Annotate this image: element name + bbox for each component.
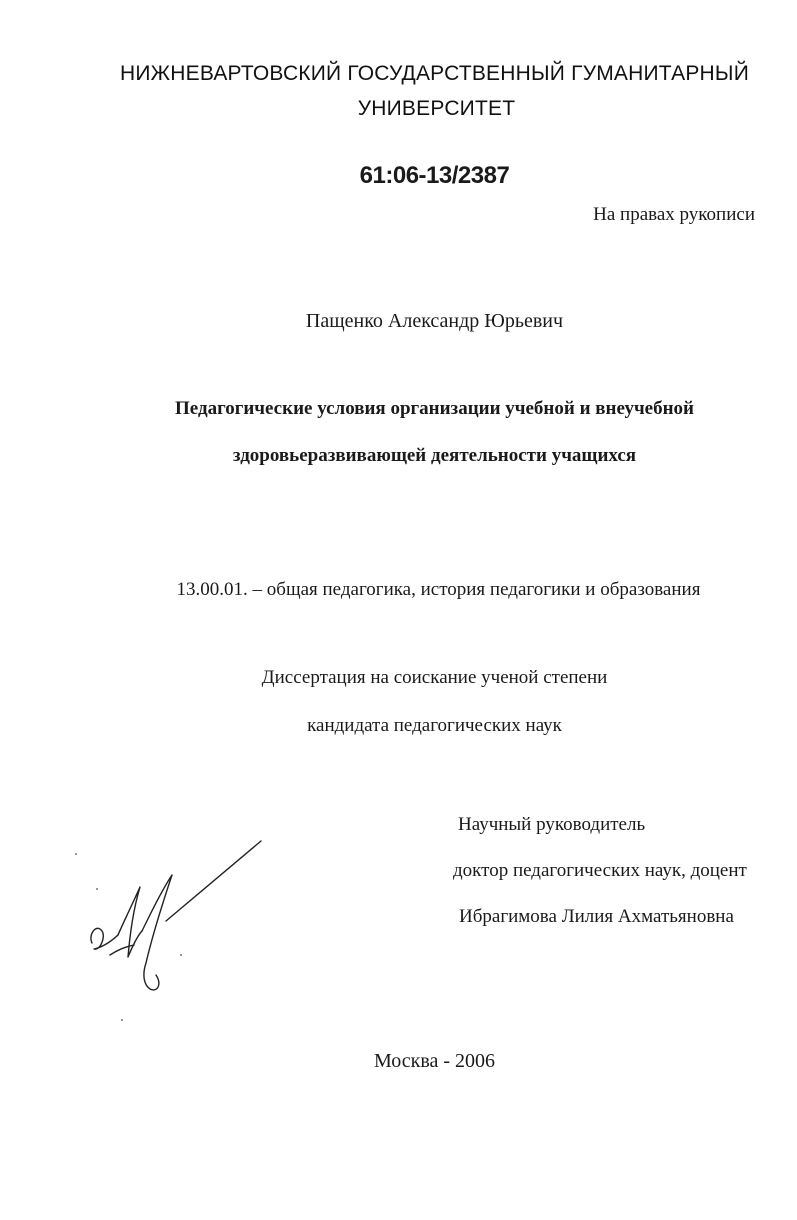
dissertation-title-line2: здоровьеразвивающей деятельности учащихся — [232, 445, 637, 466]
supervisor-name: Ибрагимова Лилия Ахматьяновна — [459, 906, 734, 927]
paper-speck — [121, 1019, 123, 1021]
author-name: Пащенко Александр Юрьевич — [305, 310, 564, 332]
place-and-year: Москва - 2006 — [373, 1050, 496, 1072]
supervisor-credentials: доктор педагогических наук, доцент — [453, 860, 747, 881]
supervisor-role: Научный руководитель — [458, 814, 646, 835]
library-code: 61:06-13/2387 — [359, 162, 510, 189]
paper-speck — [75, 853, 77, 855]
university-name-line2: УНИВЕРСИТЕТ — [357, 97, 516, 120]
paper-speck — [180, 954, 182, 956]
degree-line2: кандидата педагогических наук — [307, 715, 562, 736]
university-name-line1: НИЖНЕВАРТОВСКИЙ ГОСУДАРСТВЕННЫЙ ГУМАНИТАРНЫЙ — [120, 62, 749, 85]
paper-speck — [96, 888, 98, 890]
manuscript-rights-note: На правах рукописи — [593, 204, 755, 225]
specialty-code: 13.00.01. – общая педагогика, история педагогики и образования — [176, 579, 701, 600]
author-signature — [80, 835, 280, 1005]
dissertation-title-line1: Педагогические условия организации учебной и внеучебной — [175, 398, 694, 419]
degree-line1: Диссертация на соискание ученой степени — [261, 667, 608, 688]
